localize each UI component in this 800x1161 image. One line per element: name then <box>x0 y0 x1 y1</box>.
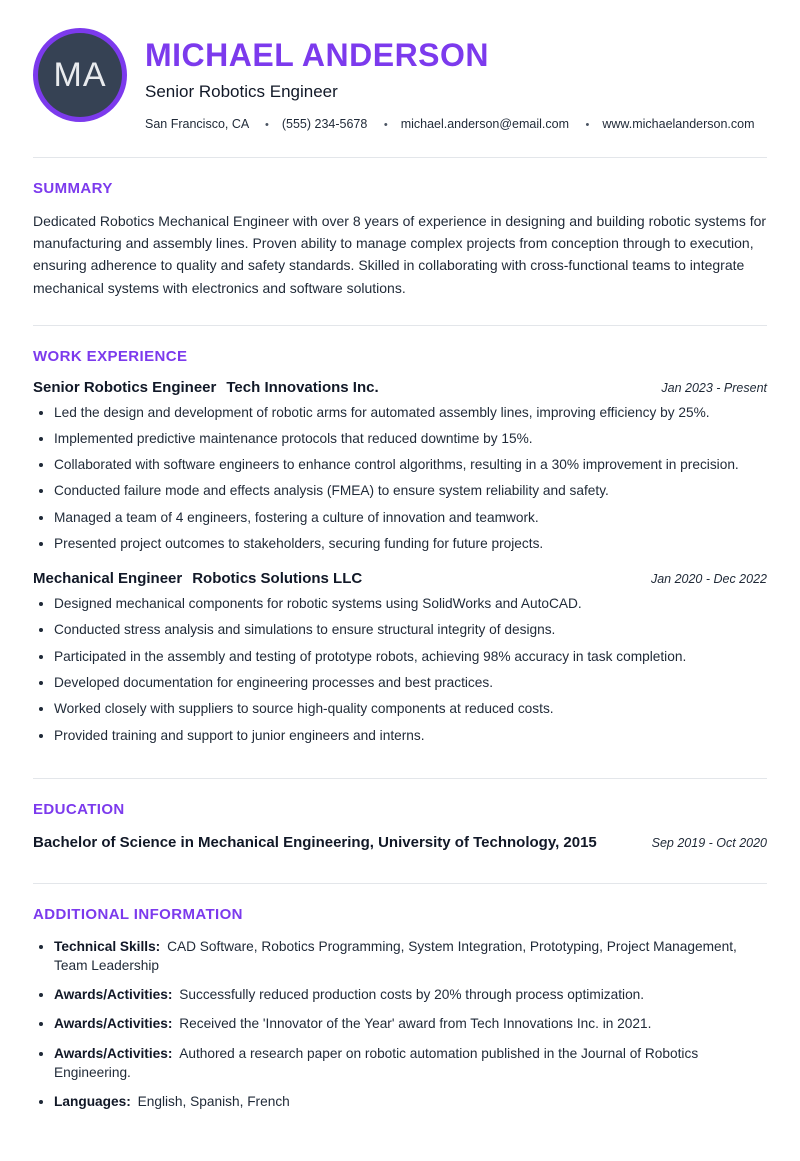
avatar-initials: MA <box>53 55 107 94</box>
contact-item: • (555) 234-5678 <box>252 117 367 131</box>
additional-info-item <box>54 1092 767 1111</box>
job-bullet: • Participated in the assembly and testing of prototype robots, achieving 98% accuracy in task completion. <box>54 647 767 667</box>
additional-info-label: Awards/Activities: <box>54 1016 173 1032</box>
additional-information-heading: ADDITIONAL INFORMATION <box>33 905 243 923</box>
job-bullet: • Presented project outcomes to stakeholders, securing funding for future projects. <box>54 534 767 554</box>
contact-item: • www.michaelanderson.com <box>573 117 755 131</box>
job-bullet: • Managed a team of 4 engineers, fostering a culture of innovation and teamwork. <box>54 508 767 528</box>
additional-info-label: Languages: <box>54 1093 131 1109</box>
additional-info-text: English, Spanish, French <box>137 1093 290 1109</box>
section-divider <box>33 157 767 158</box>
job-bullet-list <box>33 594 767 746</box>
job-dates: Jan 2020 - Dec 2022 <box>650 572 767 587</box>
contact-item: San Francisco, CA <box>145 117 249 132</box>
job-bullet: • Implemented predictive maintenance protocols that reduced downtime by 15%. <box>54 429 767 449</box>
section-work-experience <box>33 348 767 746</box>
job-bullet: • Designed mechanical components for robotic systems using SolidWorks and AutoCAD. <box>54 594 767 614</box>
education-dates: Sep 2019 - Oct 2020 <box>651 835 767 850</box>
job-entry <box>33 379 767 555</box>
job-title-company <box>33 570 362 587</box>
job-bullet: • Conducted stress analysis and simulations to ensure structural integrity of designs. <box>54 620 767 640</box>
header-text <box>145 28 755 131</box>
job-title: Mechanical Engineer <box>33 570 183 588</box>
job-bullet: • Developed documentation for engineering processes and best practices. <box>54 673 767 693</box>
section-divider <box>33 778 767 779</box>
job-entry <box>33 570 767 746</box>
job-header <box>33 379 767 396</box>
additional-info-text: Received the 'Innovator of the Year' award from Tech Innovations Inc. in 2021. <box>179 1016 652 1032</box>
contact-line <box>145 117 755 131</box>
additional-info-text: CAD Software, Robotics Programming, System Integration, Prototyping, Project Management, Team Leadership <box>54 938 737 973</box>
section-divider <box>33 325 767 326</box>
section-additional-information <box>33 906 767 1111</box>
summary-text: Dedicated Robotics Mechanical Engineer with over 8 years of experience in designing and building robotic systems for manufacturing and assembly lines. Proven ability to manage complex projects from conception through to execution, ensuring adherence to quality and safety standards. Skilled in collaborating with cross-functional teams to integrate mechanical systems with electronics and software solutions. <box>33 213 767 296</box>
job-title-company <box>33 379 379 396</box>
education-heading: EDUCATION <box>33 800 125 818</box>
job-dates: Jan 2023 - Present <box>661 380 767 395</box>
additional-info-list <box>33 937 767 1111</box>
header <box>33 28 767 131</box>
section-education <box>33 801 767 851</box>
section-summary <box>33 180 767 298</box>
job-bullet: • Worked closely with suppliers to source high-quality components at reduced costs. <box>54 699 767 719</box>
job-bullet: • Conducted failure mode and effects analysis (FMEA) to ensure system reliability and safety. <box>54 481 767 501</box>
additional-info-item <box>54 1014 767 1033</box>
education-degree: Bachelor of Science in Mechanical Engineering, University of Technology, 2015 <box>33 833 597 851</box>
job-header <box>33 570 767 587</box>
additional-info-label: Awards/Activities: <box>54 1045 173 1061</box>
work-experience-heading: WORK EXPERIENCE <box>33 347 188 365</box>
avatar <box>33 28 127 122</box>
job-bullet: • Led the design and development of robotic arms for automated assembly lines, improving efficiency by 25%. <box>54 403 767 423</box>
job-bullet: • Provided training and support to junior engineers and interns. <box>54 726 767 746</box>
additional-info-text: Authored a research paper on robotic automation published in the Journal of Robotics Engineering. <box>54 1045 699 1080</box>
education-entry <box>33 834 767 851</box>
section-divider <box>33 883 767 884</box>
page-title: MICHAEL ANDERSON <box>145 37 490 73</box>
job-bullet: • Collaborated with software engineers to enhance control algorithms, resulting in a 30% improvement in precision. <box>54 455 767 475</box>
summary-heading: SUMMARY <box>33 180 113 198</box>
job-title: Senior Robotics Engineer <box>33 378 217 396</box>
job-bullet-list <box>33 403 767 555</box>
additional-info-item <box>54 985 767 1004</box>
additional-info-label: Technical Skills: <box>54 938 161 954</box>
job-company: Tech Innovations Inc. <box>226 378 379 396</box>
professional-title: Senior Robotics Engineer <box>145 82 338 102</box>
additional-info-label: Awards/Activities: <box>54 987 173 1003</box>
additional-info-text: Successfully reduced production costs by 20% through process optimization. <box>179 987 645 1003</box>
additional-info-item <box>54 937 767 975</box>
contact-item: • michael.anderson@email.com <box>371 117 569 131</box>
job-company: Robotics Solutions LLC <box>192 570 363 588</box>
additional-info-item <box>54 1044 767 1082</box>
